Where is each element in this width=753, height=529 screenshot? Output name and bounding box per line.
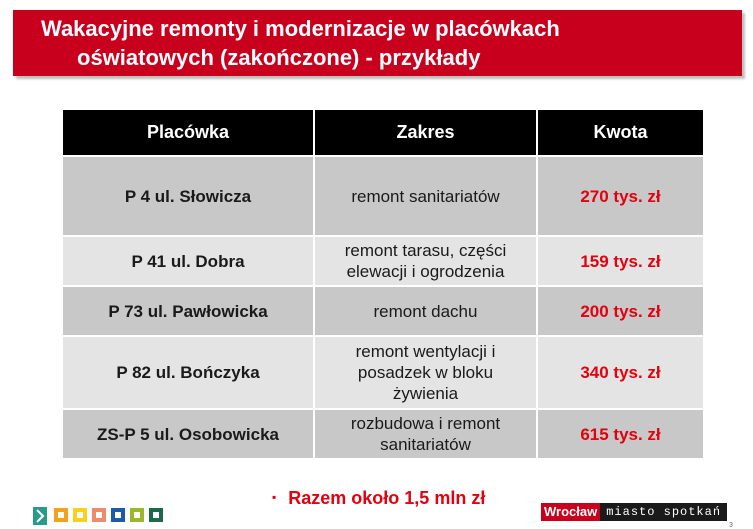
cell-zakres bbox=[314, 336, 537, 409]
table-row bbox=[63, 236, 703, 286]
title-line-1: Wakacyjne remonty i modernizacje w placówkach bbox=[41, 16, 560, 41]
projects-table bbox=[63, 110, 703, 458]
square-icon-orange bbox=[54, 508, 68, 522]
brand-tagline: miasto spotkań bbox=[600, 503, 727, 521]
cell-placowka: P 73 ul. Pawłowicka bbox=[63, 286, 314, 336]
cell-zakres bbox=[314, 236, 537, 286]
square-icon-green bbox=[149, 508, 163, 522]
cell-zakres-line: remont wentylacji i bbox=[355, 342, 496, 361]
wroclaw-logo bbox=[541, 503, 727, 521]
column-header-kwota: Kwota bbox=[537, 110, 703, 156]
cell-kwota: 159 tys. zł bbox=[537, 236, 703, 286]
cell-zakres bbox=[314, 409, 537, 458]
square-icon-blue bbox=[111, 508, 125, 522]
column-header-placowka: Placówka bbox=[63, 110, 314, 156]
bullet-icon: ▪ bbox=[272, 490, 277, 504]
cell-zakres-line: sanitariatów bbox=[380, 435, 471, 454]
cell-placowka: P 41 ul. Dobra bbox=[63, 236, 314, 286]
cell-placowka: P 82 ul. Bończyka bbox=[63, 336, 314, 409]
summary-text: Razem około 1,5 mln zł bbox=[288, 488, 486, 508]
square-icon-yellow bbox=[73, 508, 87, 522]
cell-zakres: remont dachu bbox=[314, 286, 537, 336]
table-header-row bbox=[63, 110, 703, 156]
table-row bbox=[63, 156, 703, 236]
cell-zakres-line: żywienia bbox=[392, 384, 459, 403]
cell-kwota: 615 tys. zł bbox=[537, 409, 703, 458]
cell-zakres: remont sanitariatów bbox=[314, 156, 537, 236]
page-number: 3 bbox=[729, 522, 733, 529]
brand-city: Wrocław bbox=[541, 503, 600, 521]
square-icon-salmon bbox=[92, 508, 106, 522]
cell-zakres-line: rozbudowa i remont bbox=[350, 414, 501, 433]
cell-placowka: ZS-P 5 ul. Osobowicka bbox=[63, 409, 314, 458]
cell-zakres-line: remont tarasu, części bbox=[344, 241, 507, 260]
table-row bbox=[63, 286, 703, 336]
cell-kwota: 270 tys. zł bbox=[537, 156, 703, 236]
cell-zakres-line: posadzek w bloku bbox=[357, 363, 494, 382]
cell-placowka: P 4 ul. Słowicza bbox=[63, 156, 314, 236]
summary-total bbox=[272, 488, 485, 509]
title-line-2: oświatowych (zakończone) - przykłady bbox=[77, 45, 481, 70]
cell-zakres-line: elewacji i ogrodzenia bbox=[346, 262, 505, 281]
table-row bbox=[63, 409, 703, 458]
table-row bbox=[63, 336, 703, 409]
cell-kwota: 200 tys. zł bbox=[537, 286, 703, 336]
arrow-icon[interactable] bbox=[33, 507, 47, 525]
cell-kwota: 340 tys. zł bbox=[537, 336, 703, 409]
square-icon-lime bbox=[130, 508, 144, 522]
title-banner bbox=[13, 10, 742, 76]
column-header-zakres: Zakres bbox=[314, 110, 537, 156]
